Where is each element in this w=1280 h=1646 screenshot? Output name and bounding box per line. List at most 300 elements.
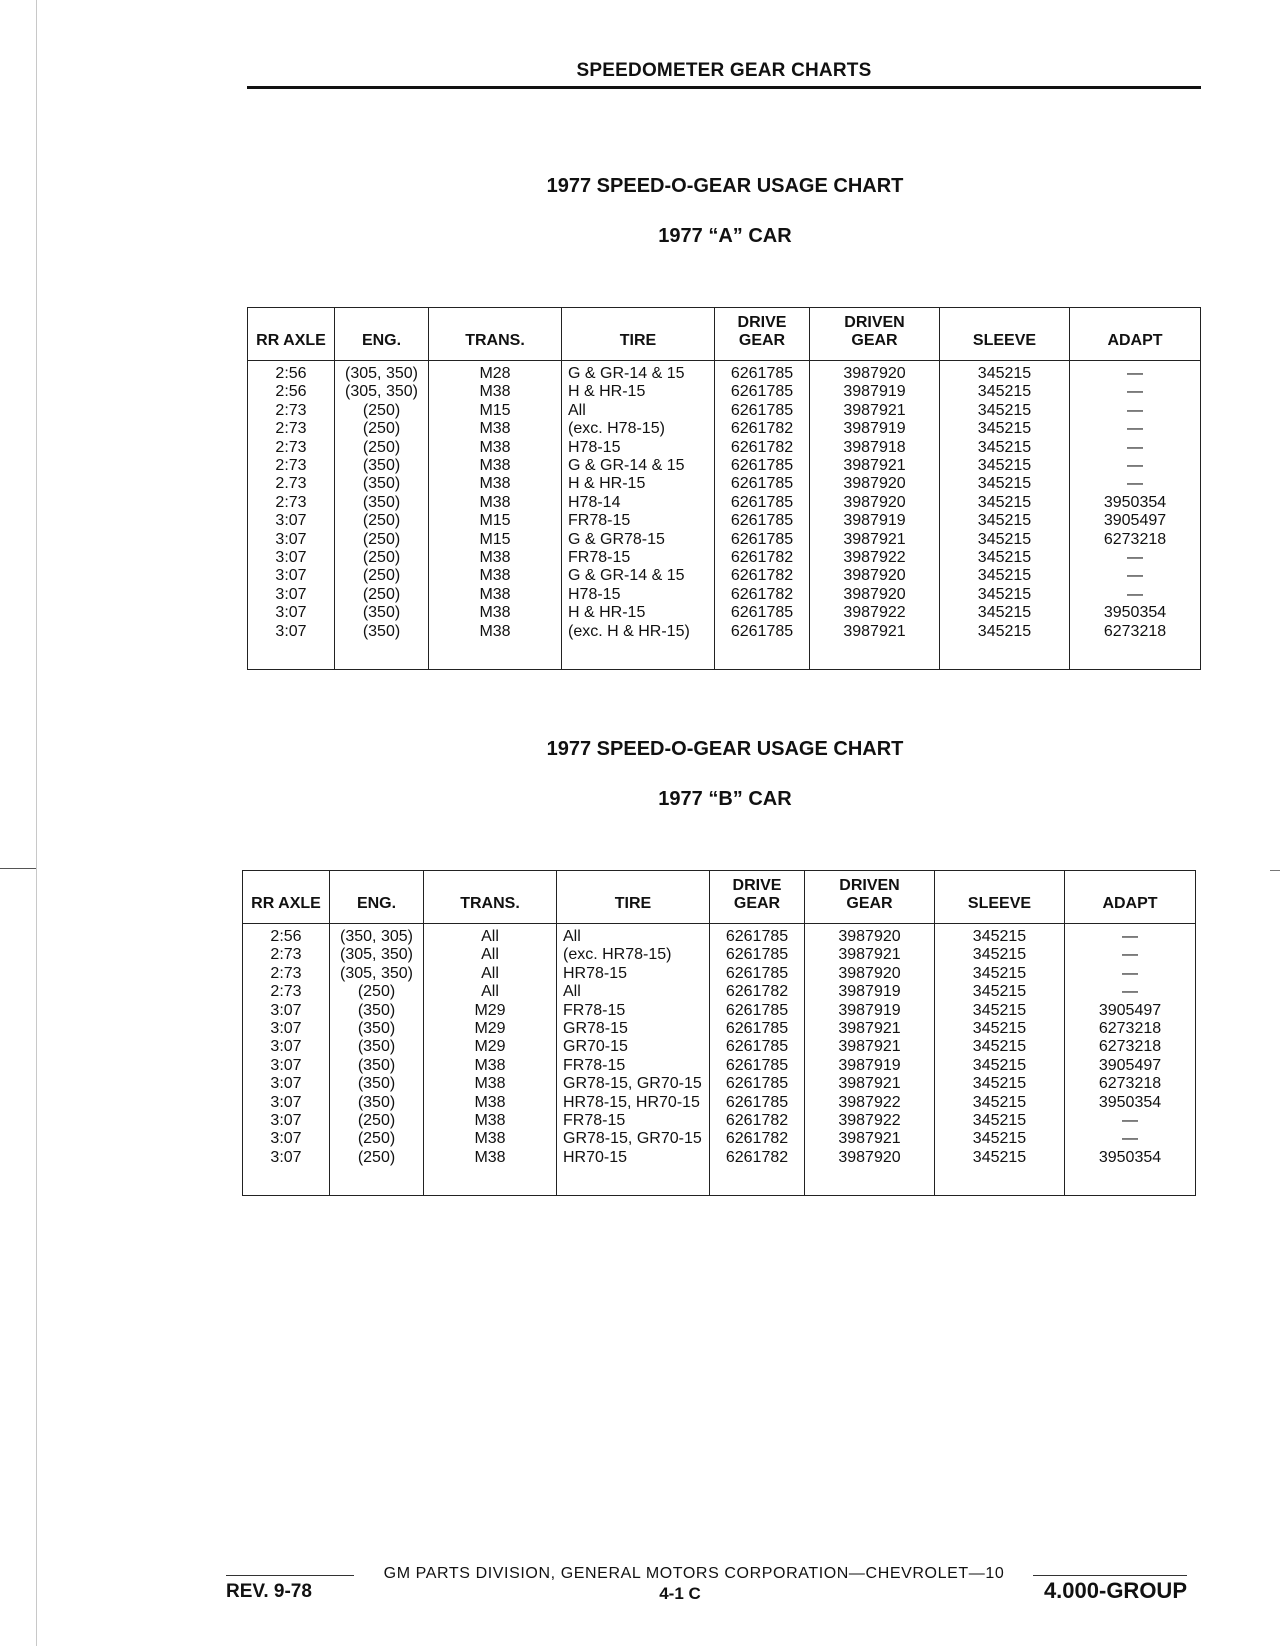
rr-axle-cell: 3:07 [248, 549, 335, 567]
rr-axle-cell: 3:07 [248, 512, 335, 530]
header-driven-line2: GEAR [846, 895, 893, 912]
rr-axle-cell: 3:07 [243, 1094, 330, 1112]
chart-b-title: 1977 SPEED-O-GEAR USAGE CHART [546, 738, 904, 760]
header-adapt: ADAPT [1065, 871, 1196, 924]
binding-margin-line [36, 0, 37, 1646]
trans-cell: M29 [424, 1020, 557, 1038]
margin-tick-mark [0, 868, 36, 869]
table-row [248, 512, 1201, 530]
header-driven-gear [810, 308, 940, 361]
header-adapt: ADAPT [1070, 308, 1201, 361]
table-row [248, 402, 1201, 420]
rr-axle-cell: 2:73 [248, 420, 335, 438]
chart-b-body [243, 924, 1196, 1196]
driven-gear-cell: 3987921 [810, 531, 940, 549]
table-row [248, 567, 1201, 585]
eng-cell: (250) [330, 1112, 424, 1130]
table-row [248, 383, 1201, 401]
empty-cell [248, 641, 335, 670]
sleeve-cell: 345215 [940, 494, 1070, 512]
tire-cell: FR78-15 [562, 549, 715, 567]
adapt-cell: 3950354 [1070, 604, 1201, 622]
header-driven-line1: DRIVEN [839, 877, 900, 894]
header-driven-line2: GEAR [851, 332, 898, 349]
empty-cell [810, 641, 940, 670]
table-row [243, 1094, 1196, 1112]
sleeve-cell: 345215 [940, 512, 1070, 530]
table-row [243, 1020, 1196, 1038]
chart-b-table [242, 870, 1196, 1196]
rr-axle-cell: 2:73 [243, 946, 330, 964]
adapt-cell: — [1070, 420, 1201, 438]
trans-cell: M38 [429, 604, 562, 622]
tire-cell: (exc. HR78-15) [557, 946, 710, 964]
driven-gear-cell: 3987921 [810, 457, 940, 475]
drive-gear-cell: 6261785 [715, 623, 810, 641]
driven-gear-cell: 3987920 [810, 494, 940, 512]
drive-gear-cell: 6261785 [715, 475, 810, 493]
drive-gear-cell: 6261785 [710, 965, 805, 983]
tire-cell: G & GR78-15 [562, 531, 715, 549]
driven-gear-cell: 3987922 [810, 604, 940, 622]
drive-gear-cell: 6261785 [715, 383, 810, 401]
sleeve-cell: 345215 [940, 361, 1070, 384]
sleeve-cell: 345215 [940, 383, 1070, 401]
adapt-cell: — [1070, 586, 1201, 604]
empty-cell [935, 1167, 1065, 1196]
drive-gear-cell: 6261785 [710, 1094, 805, 1112]
sleeve-cell: 345215 [940, 549, 1070, 567]
eng-cell: (350) [335, 457, 429, 475]
trans-cell: M38 [424, 1057, 557, 1075]
drive-gear-cell: 6261785 [715, 512, 810, 530]
table-row [243, 946, 1196, 964]
rr-axle-cell: 2:73 [248, 439, 335, 457]
table-row [243, 965, 1196, 983]
table-row [243, 1057, 1196, 1075]
tire-cell: GR78-15 [557, 1020, 710, 1038]
header-rr-axle: RR AXLE [243, 871, 330, 924]
table-row [243, 1038, 1196, 1056]
tire-cell: G & GR-14 & 15 [562, 567, 715, 585]
drive-gear-cell: 6261785 [710, 946, 805, 964]
eng-cell: (350) [330, 1002, 424, 1020]
eng-cell: (250) [335, 531, 429, 549]
driven-gear-cell: 3987921 [805, 1020, 935, 1038]
table-row [248, 549, 1201, 567]
driven-gear-cell: 3987919 [810, 420, 940, 438]
drive-gear-cell: 6261782 [715, 567, 810, 585]
driven-gear-cell: 3987919 [810, 512, 940, 530]
table-row [248, 531, 1201, 549]
footer-corporation: GM PARTS DIVISION, GENERAL MOTORS CORPORATION—CHEVROLET—10 [383, 1565, 1005, 1582]
trans-cell: M38 [429, 475, 562, 493]
adapt-cell: — [1065, 1112, 1196, 1130]
table-row [248, 586, 1201, 604]
rr-axle-cell: 3:07 [243, 1075, 330, 1093]
header-drive-gear [710, 871, 805, 924]
trans-cell: M38 [429, 586, 562, 604]
table-row [243, 1130, 1196, 1148]
trans-cell: M15 [429, 531, 562, 549]
trans-cell: All [424, 983, 557, 1001]
trans-cell: M38 [424, 1149, 557, 1167]
adapt-cell: 3905497 [1065, 1057, 1196, 1075]
sleeve-cell: 345215 [940, 604, 1070, 622]
sleeve-cell: 345215 [935, 1002, 1065, 1020]
tire-cell: FR78-15 [557, 1057, 710, 1075]
driven-gear-cell: 3987919 [805, 1057, 935, 1075]
drive-gear-cell: 6261785 [715, 457, 810, 475]
driven-gear-cell: 3987921 [810, 623, 940, 641]
adapt-cell: — [1070, 383, 1201, 401]
trans-cell: M38 [424, 1112, 557, 1130]
eng-cell: (350) [335, 623, 429, 641]
eng-cell: (350) [335, 475, 429, 493]
adapt-cell: — [1065, 924, 1196, 947]
driven-gear-cell: 3987921 [810, 402, 940, 420]
header-rr-axle: RR AXLE [248, 308, 335, 361]
rr-axle-cell: 2:73 [243, 965, 330, 983]
driven-gear-cell: 3987920 [805, 965, 935, 983]
sleeve-cell: 345215 [940, 439, 1070, 457]
drive-gear-cell: 6261782 [710, 1149, 805, 1167]
sleeve-cell: 345215 [935, 1057, 1065, 1075]
rr-axle-cell: 2:56 [248, 383, 335, 401]
table-bottom-spacer [248, 641, 1201, 670]
sleeve-cell: 345215 [935, 1130, 1065, 1148]
driven-gear-cell: 3987919 [805, 1002, 935, 1020]
table-bottom-spacer [243, 1167, 1196, 1196]
footer-group: 4.000-GROUP [1043, 1578, 1187, 1603]
rr-axle-cell: 3:07 [243, 1002, 330, 1020]
page-header-title: SPEEDOMETER GEAR CHARTS [576, 60, 872, 81]
empty-cell [335, 641, 429, 670]
tire-cell: (exc. H78-15) [562, 420, 715, 438]
rr-axle-cell: 2:73 [243, 983, 330, 1001]
eng-cell: (305, 350) [335, 383, 429, 401]
driven-gear-cell: 3987920 [810, 586, 940, 604]
eng-cell: (350) [330, 1038, 424, 1056]
adapt-cell: 3950354 [1065, 1094, 1196, 1112]
eng-cell: (305, 350) [330, 946, 424, 964]
rr-axle-cell: 2:73 [248, 494, 335, 512]
eng-cell: (250) [330, 983, 424, 1001]
adapt-cell: 3950354 [1065, 1149, 1196, 1167]
trans-cell: M38 [429, 420, 562, 438]
trans-cell: M38 [424, 1130, 557, 1148]
eng-cell: (250) [330, 1130, 424, 1148]
header-sleeve: SLEEVE [940, 308, 1070, 361]
sleeve-cell: 345215 [935, 965, 1065, 983]
adapt-cell: — [1065, 983, 1196, 1001]
eng-cell: (250) [335, 567, 429, 585]
drive-gear-cell: 6261782 [715, 420, 810, 438]
empty-cell [710, 1167, 805, 1196]
drive-gear-cell: 6261782 [710, 1130, 805, 1148]
driven-gear-cell: 3987919 [810, 383, 940, 401]
eng-cell: (250) [335, 512, 429, 530]
rr-axle-cell: 3:07 [243, 1149, 330, 1167]
empty-cell [1065, 1167, 1196, 1196]
chart-a-subtitle: 1977 “A” CAR [658, 225, 792, 247]
empty-cell [940, 641, 1070, 670]
tire-cell: H & HR-15 [562, 383, 715, 401]
drive-gear-cell: 6261782 [715, 549, 810, 567]
adapt-cell: 3905497 [1065, 1002, 1196, 1020]
chart-b-header-row [243, 871, 1196, 924]
drive-gear-cell: 6261782 [715, 439, 810, 457]
sleeve-cell: 345215 [940, 623, 1070, 641]
drive-gear-cell: 6261785 [715, 604, 810, 622]
eng-cell: (250) [335, 549, 429, 567]
adapt-cell: — [1065, 965, 1196, 983]
driven-gear-cell: 3987920 [810, 361, 940, 384]
trans-cell: All [424, 965, 557, 983]
empty-cell [1070, 641, 1201, 670]
empty-cell [429, 641, 562, 670]
adapt-cell: — [1070, 361, 1201, 384]
empty-cell [243, 1167, 330, 1196]
eng-cell: (350) [330, 1020, 424, 1038]
drive-gear-cell: 6261782 [710, 983, 805, 1001]
empty-cell [424, 1167, 557, 1196]
table-row [243, 924, 1196, 947]
trans-cell: M15 [429, 402, 562, 420]
rr-axle-cell: 3:07 [248, 623, 335, 641]
eng-cell: (250) [335, 586, 429, 604]
header-trans: TRANS. [424, 871, 557, 924]
driven-gear-cell: 3987922 [805, 1112, 935, 1130]
header-rule [247, 86, 1201, 89]
empty-cell [557, 1167, 710, 1196]
adapt-cell: — [1070, 567, 1201, 585]
rr-axle-cell: 3:07 [243, 1130, 330, 1148]
tire-cell: H78-15 [562, 586, 715, 604]
tire-cell: All [557, 924, 710, 947]
sleeve-cell: 345215 [935, 1020, 1065, 1038]
sleeve-cell: 345215 [940, 567, 1070, 585]
table-row [248, 361, 1201, 384]
eng-cell: (350) [335, 604, 429, 622]
table-row [248, 439, 1201, 457]
sleeve-cell: 345215 [935, 924, 1065, 947]
adapt-cell: — [1065, 946, 1196, 964]
rr-axle-cell: 3:07 [243, 1038, 330, 1056]
rr-axle-cell: 3:07 [248, 567, 335, 585]
trans-cell: M38 [429, 567, 562, 585]
driven-gear-cell: 3987920 [805, 924, 935, 947]
tire-cell: HR78-15, HR70-15 [557, 1094, 710, 1112]
header-driven-line1: DRIVEN [844, 314, 905, 331]
eng-cell: (350) [330, 1094, 424, 1112]
table-row [248, 623, 1201, 641]
header-tire: TIRE [557, 871, 710, 924]
tire-cell: GR78-15, GR70-15 [557, 1130, 710, 1148]
trans-cell: M38 [429, 494, 562, 512]
eng-cell: (350) [330, 1075, 424, 1093]
trans-cell: All [424, 924, 557, 947]
drive-gear-cell: 6261785 [715, 494, 810, 512]
header-eng: ENG. [335, 308, 429, 361]
eng-cell: (350) [330, 1057, 424, 1075]
driven-gear-cell: 3987920 [810, 475, 940, 493]
trans-cell: M29 [424, 1038, 557, 1056]
trans-cell: M38 [429, 383, 562, 401]
driven-gear-cell: 3987919 [805, 983, 935, 1001]
table-row [243, 983, 1196, 1001]
adapt-cell: 6273218 [1065, 1020, 1196, 1038]
sleeve-cell: 345215 [940, 475, 1070, 493]
rr-axle-cell: 2:56 [248, 361, 335, 384]
header-drive-line1: DRIVE [737, 314, 787, 331]
drive-gear-cell: 6261785 [710, 1057, 805, 1075]
table-row [243, 1112, 1196, 1130]
header-trans: TRANS. [429, 308, 562, 361]
eng-cell: (250) [330, 1149, 424, 1167]
tire-cell: HR70-15 [557, 1149, 710, 1167]
header-drive-line2: GEAR [738, 332, 786, 349]
tire-cell: G & GR-14 & 15 [562, 457, 715, 475]
chart-a-table [247, 307, 1201, 670]
driven-gear-cell: 3987920 [805, 1149, 935, 1167]
driven-gear-cell: 3987921 [805, 1038, 935, 1056]
tire-cell: G & GR-14 & 15 [562, 361, 715, 384]
drive-gear-cell: 6261785 [715, 361, 810, 384]
drive-gear-cell: 6261785 [710, 1075, 805, 1093]
chart-a-body [248, 361, 1201, 670]
table-row [243, 1002, 1196, 1020]
sleeve-cell: 345215 [935, 1112, 1065, 1130]
sleeve-cell: 345215 [935, 1075, 1065, 1093]
trans-cell: All [424, 946, 557, 964]
trans-cell: M28 [429, 361, 562, 384]
rr-axle-cell: 3:07 [248, 531, 335, 549]
empty-cell [715, 641, 810, 670]
eng-cell: (250) [335, 402, 429, 420]
drive-gear-cell: 6261785 [710, 1002, 805, 1020]
driven-gear-cell: 3987922 [810, 549, 940, 567]
header-eng: ENG. [330, 871, 424, 924]
footer-page-number: 4-1 C [659, 1584, 701, 1603]
adapt-cell: — [1070, 549, 1201, 567]
rr-axle-cell: 2.73 [248, 475, 335, 493]
trans-cell: M38 [429, 549, 562, 567]
trans-cell: M38 [424, 1075, 557, 1093]
adapt-cell: — [1070, 402, 1201, 420]
header-tire: TIRE [562, 308, 715, 361]
adapt-cell: — [1070, 439, 1201, 457]
header-drive-line2: GEAR [733, 895, 781, 912]
tire-cell: H & HR-15 [562, 604, 715, 622]
driven-gear-cell: 3987918 [810, 439, 940, 457]
tire-cell: FR78-15 [562, 512, 715, 530]
adapt-cell: — [1070, 475, 1201, 493]
trans-cell: M38 [429, 457, 562, 475]
adapt-cell: — [1065, 1130, 1196, 1148]
footer-rule-right [1033, 1575, 1187, 1576]
tire-cell: H78-15 [562, 439, 715, 457]
driven-gear-cell: 3987921 [805, 1130, 935, 1148]
trans-cell: M15 [429, 512, 562, 530]
chart-b-subtitle: 1977 “B” CAR [658, 788, 792, 810]
rr-axle-cell: 3:07 [243, 1057, 330, 1075]
table-row [248, 604, 1201, 622]
sleeve-cell: 345215 [935, 983, 1065, 1001]
adapt-cell: — [1070, 457, 1201, 475]
empty-cell [330, 1167, 424, 1196]
table-row [248, 420, 1201, 438]
driven-gear-cell: 3987920 [810, 567, 940, 585]
rr-axle-cell: 3:07 [243, 1020, 330, 1038]
drive-gear-cell: 6261782 [715, 586, 810, 604]
table-row [243, 1149, 1196, 1167]
tire-cell: GR70-15 [557, 1038, 710, 1056]
table-row [243, 1075, 1196, 1093]
sleeve-cell: 345215 [935, 946, 1065, 964]
sleeve-cell: 345215 [940, 531, 1070, 549]
header-drive-line1: DRIVE [732, 877, 782, 894]
sleeve-cell: 345215 [935, 1094, 1065, 1112]
tire-cell: GR78-15, GR70-15 [557, 1075, 710, 1093]
header-driven-gear [805, 871, 935, 924]
rr-axle-cell: 2:73 [248, 457, 335, 475]
sleeve-cell: 345215 [940, 586, 1070, 604]
tire-cell: All [562, 402, 715, 420]
empty-cell [805, 1167, 935, 1196]
sleeve-cell: 345215 [940, 420, 1070, 438]
adapt-cell: 6273218 [1065, 1075, 1196, 1093]
sleeve-cell: 345215 [935, 1149, 1065, 1167]
rr-axle-cell: 3:07 [243, 1112, 330, 1130]
right-edge-tick [1270, 870, 1280, 871]
trans-cell: M29 [424, 1002, 557, 1020]
eng-cell: (350) [335, 494, 429, 512]
rr-axle-cell: 3:07 [248, 586, 335, 604]
drive-gear-cell: 6261785 [710, 1020, 805, 1038]
tire-cell: HR78-15 [557, 965, 710, 983]
sleeve-cell: 345215 [940, 457, 1070, 475]
tire-cell: FR78-15 [557, 1112, 710, 1130]
rr-axle-cell: 2:56 [243, 924, 330, 947]
header-drive-gear [715, 308, 810, 361]
eng-cell: (305, 350) [330, 965, 424, 983]
drive-gear-cell: 6261782 [710, 1112, 805, 1130]
rr-axle-cell: 3:07 [248, 604, 335, 622]
eng-cell: (350, 305) [330, 924, 424, 947]
drive-gear-cell: 6261785 [715, 531, 810, 549]
rr-axle-cell: 2:73 [248, 402, 335, 420]
eng-cell: (305, 350) [335, 361, 429, 384]
table-row [248, 457, 1201, 475]
tire-cell: FR78-15 [557, 1002, 710, 1020]
driven-gear-cell: 3987921 [805, 1075, 935, 1093]
footer-rule-left [226, 1575, 354, 1576]
tire-cell: H & HR-15 [562, 475, 715, 493]
sleeve-cell: 345215 [935, 1038, 1065, 1056]
chart-a-header-row [248, 308, 1201, 361]
driven-gear-cell: 3987922 [805, 1094, 935, 1112]
header-sleeve: SLEEVE [935, 871, 1065, 924]
tire-cell: All [557, 983, 710, 1001]
adapt-cell: 3950354 [1070, 494, 1201, 512]
driven-gear-cell: 3987921 [805, 946, 935, 964]
trans-cell: M38 [429, 439, 562, 457]
empty-cell [562, 641, 715, 670]
chart-a-title: 1977 SPEED-O-GEAR USAGE CHART [546, 175, 904, 197]
tire-cell: (exc. H & HR-15) [562, 623, 715, 641]
adapt-cell: 6273218 [1065, 1038, 1196, 1056]
